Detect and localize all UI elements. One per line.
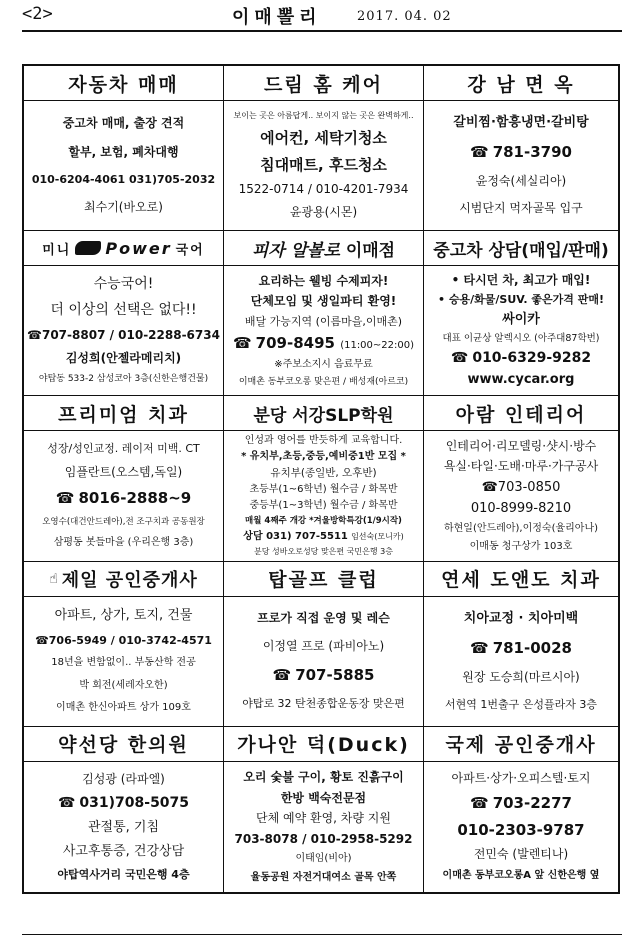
- ad-mini-power-korean: [24, 231, 224, 396]
- ad-phone-mobile: 010-8999-8210: [470, 501, 572, 517]
- ad-line: 관절통, 기침: [87, 820, 160, 836]
- ad-phone: 1522-0714 / 010-4201-7934: [238, 182, 409, 197]
- ad-phone-mobile: 010-2303-9787: [457, 820, 585, 839]
- ad-title: 자동차 매매: [24, 66, 223, 101]
- ad-line: 수능국어!: [93, 276, 154, 293]
- ad-line: 단체 예약 환영, 차량 지원: [256, 811, 391, 826]
- ad-title-logo: 미니 Power 국어: [24, 231, 223, 266]
- ad-contact: 이정열 프로 (파비아노): [262, 638, 385, 653]
- ad-contact: 박 회전(세레자오한): [79, 679, 168, 691]
- ad-gangnam-myeonok: [424, 66, 618, 231]
- ad-line: 18년을 변함없이.. 부동산학 전공: [51, 657, 196, 669]
- ad-phone: ☎706-5949 / 010-3742-4571: [35, 634, 212, 648]
- ad-contact: 오영수(대건안드레아),전 조구치과 공동원장: [42, 517, 205, 528]
- ad-address: 이매촌 한신아파트 상가 109호: [56, 701, 191, 713]
- ad-line: 아파트, 상가, 토지, 건물: [54, 608, 193, 624]
- ad-line: 할부, 보험, 폐차대행: [68, 144, 179, 159]
- phone-icon: ☎: [470, 794, 489, 813]
- newsletter-title: 이매뽈리: [232, 7, 322, 28]
- ad-contact: 최수기(바오로): [84, 199, 163, 214]
- ad-line: 인성과 영어를 반듯하게 교육합니다.: [244, 435, 403, 447]
- page-number: <2>: [22, 4, 53, 24]
- ad-contact: 대표 이균상 알렉시오 (아주대87학번): [442, 332, 600, 344]
- ad-line: 에어컨, 세탁기청소: [260, 128, 387, 147]
- ad-line: 중등부(1~3학년) 월수금 / 화목반: [249, 500, 398, 512]
- ad-canaan-duck: [224, 727, 424, 892]
- ad-yakseondang-clinic: [24, 727, 224, 892]
- ad-title: 아람 인테리어: [424, 396, 618, 431]
- ad-grid: [22, 64, 620, 894]
- ad-line: 보이는 곳은 아름답게.. 보이지 않는 곳은 완벽하게..: [233, 110, 414, 120]
- ad-line: 임플란트(오스템,독일): [64, 465, 183, 480]
- ad-line: 갈비찜·함흥냉면·갈비탕: [453, 115, 589, 131]
- ad-phone: ☎ 703-2277: [470, 794, 572, 813]
- ad-phone: 010-6204-4061 031)705-2032: [31, 172, 216, 186]
- ad-line: 싸이카: [502, 311, 540, 327]
- ad-phone: ☎ 707-5885: [272, 666, 375, 685]
- ad-contact: 김성광 (라파엘): [82, 771, 165, 786]
- phone-icon: ☎: [57, 794, 76, 811]
- ad-address: 율동공원 자전거대여소 골목 안쪽: [250, 871, 397, 883]
- ad-address: 야탑동 533-2 삼성코아 3층(신한은행건물): [38, 373, 209, 384]
- ad-phone: ☎ 781-0028: [470, 639, 572, 658]
- ad-title: 분당 서강SLP학원: [224, 396, 423, 431]
- ad-title: 드림 홈 케어: [224, 66, 423, 101]
- ad-address: 삼평동 봇들마을 (우리은행 3층): [53, 536, 194, 548]
- footer-rule: [22, 934, 622, 935]
- ad-address: 야탑로 32 탄천종합운동장 맞은편: [242, 697, 405, 711]
- page-header: [0, 0, 640, 30]
- ad-title: 피자 알볼로 이매점: [224, 231, 423, 266]
- ad-line: 프로가 직접 운영 및 레슨: [257, 611, 390, 626]
- phone-icon: ☎: [450, 349, 469, 366]
- ad-pizza-alvolo: [224, 231, 424, 396]
- ad-car-sales: [24, 66, 224, 231]
- ad-title: 강 남 면 옥: [424, 66, 618, 101]
- ad-contact: 윤정숙(세실리아): [475, 174, 567, 189]
- ad-premium-dental: [24, 396, 224, 561]
- ad-line: 성장/성인교정. 레이저 미백. CT: [47, 442, 200, 456]
- ad-dream-home-care: [224, 66, 424, 231]
- ad-top-golf: [224, 562, 424, 727]
- ad-line: ※주보소지시 음료무료: [274, 358, 373, 370]
- ad-title: 연세 도앤도 치과: [424, 562, 618, 597]
- ad-line: 사고후통증, 건강상담: [62, 844, 185, 860]
- phone-icon: ☎: [481, 479, 498, 495]
- ad-phone: 상담 031) 707-5511 임선숙(모니카): [243, 530, 404, 542]
- ad-title: 국제 공인중개사: [424, 727, 618, 762]
- ad-seogang-slp: [224, 396, 424, 561]
- ad-line: 유치부(종일반, 오후반): [270, 467, 377, 480]
- ad-phone: ☎707-8807 / 010-2288-6734: [27, 327, 220, 342]
- ad-line: 배달 가능지역 (이름마을,이매촌): [244, 314, 403, 328]
- ad-title: 약선당 한의원: [24, 727, 223, 762]
- header-rule: [22, 30, 622, 32]
- ad-address: 야탑역사거리 국민은행 4층: [57, 868, 190, 882]
- ad-line: 요리하는 웰빙 수제피자!: [258, 273, 389, 288]
- ad-address: 서현역 1번출구 은성플라자 3층: [445, 697, 597, 711]
- ad-contact: 전민숙 (발렌티나): [473, 847, 569, 862]
- ad-line: • 승용/화물/SUV. 좋은가격 판매!: [438, 293, 604, 307]
- ad-contact: 하현일(안드레아),이정숙(율리아나): [443, 522, 599, 534]
- power-logo-icon: [75, 241, 101, 255]
- phone-icon: ☎: [470, 639, 489, 658]
- ad-phone: ☎ 709-8495 (11:00~22:00): [232, 334, 415, 353]
- issue-date: 2017. 04. 02: [357, 9, 452, 24]
- ad-used-car-consult: [424, 231, 618, 396]
- ad-website: www.cycar.org: [467, 372, 575, 388]
- phone-icon: ☎: [232, 334, 252, 353]
- ad-address: 이매촌 동부코오롱 맞은편 / 배성재(아르코): [238, 376, 409, 387]
- phone-icon: ☎: [470, 143, 489, 162]
- ad-gukje-realty: [424, 727, 618, 892]
- ad-line: * 유치부,초등,중등,예비중1반 모집 *: [241, 451, 406, 463]
- ad-address: 이매동 청구상가 103호: [469, 540, 573, 552]
- ad-contact: 김성희(안젤라메리치): [65, 350, 182, 365]
- ad-address: 분당 성바오로성당 맞은편 국민은행 3층: [254, 546, 393, 556]
- ad-line: • 타시던 차, 최고가 매입!: [451, 273, 591, 288]
- ad-line: 더 이상의 선택은 없다!!: [50, 302, 197, 318]
- ad-line: 초등부(1~6학년) 월수금 / 화목반: [249, 484, 398, 496]
- ad-contact: 원장 도승희(마르시아): [462, 670, 580, 685]
- phone-icon: ☎: [27, 327, 42, 342]
- ad-title: 중고차 상담(매입/판매): [424, 231, 618, 266]
- ad-line: 치아교정 · 치아미백: [463, 610, 579, 626]
- ad-phone: ☎703-0850: [481, 479, 561, 495]
- ad-phone: ☎ 031)708-5075: [57, 794, 190, 811]
- phone-icon: ☎: [35, 634, 49, 648]
- ad-jeil-realty: [24, 562, 224, 727]
- ad-address: 이매촌 동부코오롱A 앞 신한은행 옆: [442, 869, 600, 881]
- ad-line: 욕실·타일·도배·마루·가구공사: [443, 459, 599, 474]
- ad-line: 오리 숯불 구이, 황토 진흙구이: [243, 769, 404, 784]
- ad-line: 아파트·상가·오피스텔·토지: [451, 771, 591, 786]
- ad-line: 인테리어·리모델링·샷시·방수: [445, 438, 597, 453]
- ad-contact: 윤광용(시몬): [289, 205, 358, 220]
- ad-title: 프리미엄 치과: [24, 396, 223, 431]
- ad-phone: ☎ 010-6329-9282: [450, 349, 592, 366]
- ad-title: ☝ 제일 공인중개사: [24, 562, 223, 597]
- ad-title: 가나안 덕(Duck): [224, 727, 423, 762]
- ad-line: 단체모임 및 생일파티 환영!: [250, 294, 397, 309]
- ad-address: 시범단지 먹자골목 입구: [459, 201, 583, 216]
- ad-contact: 이태임(비아): [295, 853, 352, 865]
- ad-line: 한방 백숙전문점: [280, 790, 367, 805]
- ad-phone: ☎ 781-3790: [470, 143, 572, 162]
- phone-icon: ☎: [55, 489, 75, 508]
- ad-title: 탑골프 클럽: [224, 562, 423, 597]
- ad-yonsei-dental: [424, 562, 618, 727]
- ad-line: 매월 4째주 개강 *겨울방학특강(1/9시작): [245, 516, 402, 527]
- ad-phone: 703-8078 / 010-2958-5292: [234, 832, 413, 847]
- ad-aram-interior: [424, 396, 618, 561]
- ad-line: 침대매트, 후드청소: [260, 155, 387, 174]
- ad-phone: ☎ 8016-2888~9: [55, 489, 192, 508]
- ad-line: 중고차 매매, 출장 견적: [62, 116, 185, 131]
- hand-icon: ☝: [49, 570, 59, 587]
- phone-icon: ☎: [272, 666, 292, 685]
